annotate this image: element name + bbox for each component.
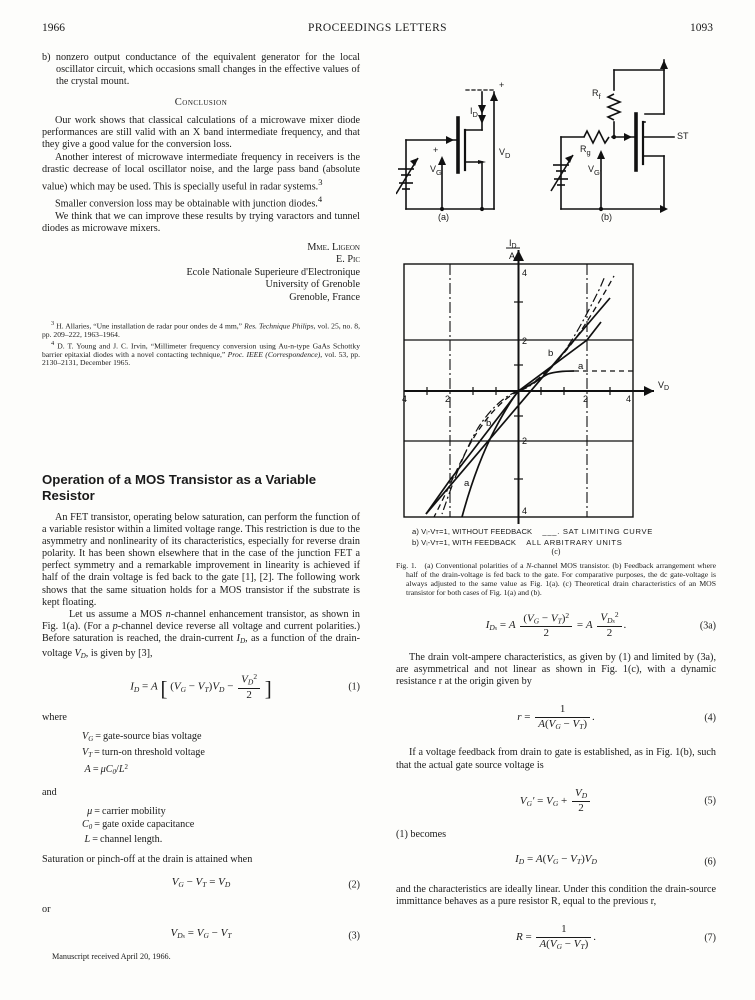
and-label: and [42, 786, 57, 798]
drain-characteristics-chart [396, 236, 716, 526]
ytick--4: 4 [522, 506, 528, 516]
annot-a-upper: a [578, 361, 584, 372]
equation-3a-number: (3a) [699, 620, 716, 632]
footnote-3-text-after: , vol. 25, no. 8, pp. 209–222, 1963–1964. [42, 321, 360, 340]
equation-3-number: (3) [348, 930, 360, 942]
sat-limiting-curve-negative [442, 391, 519, 514]
running-head [0, 22, 755, 38]
def-mu: μ = carrier mobility [87, 806, 166, 818]
conclusion-p2-text: Another interest of microwave intermediate frequency in receivers is the drastic decrease of local oscillator noise, and the large pass band (absolute value) which may be used. This is specially useful in radar systems. [42, 151, 360, 193]
annot-a-lower: a [464, 478, 470, 489]
equation-6-number: (6) [704, 856, 716, 868]
annot-b-upper: b [548, 348, 554, 359]
label-vd-a-sub: D [505, 150, 511, 160]
xtick--2: 2 [445, 394, 451, 404]
footnote-4-marker: 4 [51, 339, 55, 347]
where-label: where [42, 711, 67, 723]
equation-4-number: (4) [704, 712, 716, 724]
conclusion-paragraph-2 [42, 152, 360, 194]
x-axis-label: $V_D$ [658, 380, 670, 392]
subfigure-label-c: (c) [551, 547, 561, 556]
label-id-a: $I_D$ [470, 106, 478, 119]
equation-5: $V_G' = V_G$ + $\frac{V_D}{2}$ (5) [519, 786, 716, 814]
equation-2-number: (2) [348, 879, 360, 891]
equation-3a: $I_{Ds} = A$ $\frac{(V_G - V_T)^2}{2}$ = A $\frac{V_{Ds}^2}{2}$ . (3a) [485, 610, 716, 640]
y-axis-label-denominator: A [509, 251, 516, 261]
article-paragraph-2: Let us assume a MOS n-channel enhancement transistor, as shown in Fig. 1(a). (For a p-channel device reverse all voltage and current polarities.) Before saturation is reached, the drain-current $I_D$, as a function of the drain-voltage $V_D$, is given by [3], [42, 608, 361, 660]
label-st-b: ST [677, 131, 689, 141]
list-item-b: b) nonzero output conductance of the equivalent generator for the local oscillator circuit, which occasions small changes in the effective values of the crystal mount. [42, 52, 360, 88]
equation-7-number: (7) [704, 932, 716, 944]
conclusion-paragraph-3 [42, 193, 360, 210]
label-id-a-sub: D [472, 109, 478, 119]
footnote-ref-4: 4 [317, 194, 323, 205]
footnote-4-italic: Proc. IEEE (Correspondence) [227, 349, 321, 359]
right-paragraph-2: If a voltage feedback from drain to gate is established, as in Fig. 1(b), such that the actual gate source voltage is [396, 747, 716, 771]
manuscript-received-note: Manuscript received April 20, 1966. [52, 952, 171, 961]
equation-7: R = $\frac{1}{A(V_G - V_T)}$ . (7) [515, 923, 716, 952]
or-label: or [42, 904, 51, 916]
label-plus-gate-a: + [433, 145, 439, 155]
footnotes [42, 320, 360, 368]
equation-6: $I_D = A(V_G - V_T)V_D$ (6) [515, 853, 716, 868]
footnote-3-italic: Res. Technique Philips [244, 321, 314, 331]
legend-a-label: a) Vᵢ-Vᴛ=1, WITHOUT FEEDBACK [412, 527, 533, 536]
def-vg: $V_G$ = gate-source bias voltage [82, 731, 202, 743]
label-vd-a: $V_D$ [499, 147, 511, 160]
footnote-3-marker: 3 [51, 319, 55, 327]
caption-part-2: -channel MOS transistor. (b) Feedback arrangement where half of the drain-voltage is fed back to the gate. For comparative purposes, the dc gate-voltage is always adjusted to the same value as Fig. 1(a). (c) Theoretical drain characteristics of an MOS transistor for both cases of Fig. 1(a) and (b). [406, 561, 716, 598]
conclusion-heading: Conclusion [174, 97, 228, 109]
definition-list-1 [42, 731, 360, 780]
signature-line-1: E. Pic [336, 254, 360, 266]
xtick-4: 4 [626, 394, 632, 404]
article-paragraph-1: An FET transistor, operating below saturation, can perform the function of a variable resistor within a limited voltage range. This restriction is due to the asymmetry and nonlinearity of its characteristics, especially for reverse drain polarity. It has been shown elsewhere that in the case of the junction FET a perfect symmetry and a remarkable improvement in linearity is achieved if half of the drain voltage is fed back to the gate [1], [2]. The following work shows that the same situation holds for a MOS transistor if the substrate is kept floating. [42, 511, 360, 608]
signature-line-3: University of Grenoble [265, 279, 360, 291]
ytick--2: 2 [522, 436, 528, 446]
dashed-extension-positive [519, 276, 615, 391]
subfigure-label-a: (a) [438, 212, 449, 222]
ytick-4: 4 [522, 268, 528, 278]
conclusion-paragraph-4: We think that we can improve these results by trying varactors and tunnel diodes as microwave mixers. [42, 210, 360, 234]
equation-1: $I_D = A$ [ $(V_G - V_T)V_D$ − $\frac{V_D^2}{2}$ ] (1) [130, 671, 360, 701]
label-vg-a-sub: G [436, 167, 442, 177]
label-rg-b-sub: g [586, 147, 591, 157]
right-paragraph-1: The drain volt-ampere characteristics, as given by (1) and limited by (3a), are asymmetrical and not linear as shown in Fig. 1(c), with a dynamic resistance r at the origin given by [396, 652, 716, 688]
equation-2: $V_G - V_T = V_D$ (2) [171, 876, 360, 891]
legend-units: ALL ARBITRARY UNITS [526, 538, 623, 547]
def-a: $A = \mu C_0/L^2$ [84, 764, 128, 777]
def-c0: $C_0$ = gate oxide capacitance [82, 818, 195, 831]
article-title: Operation of a MOS Transistor as a Variable Resistor [42, 471, 317, 503]
right-paragraph-3: and the characteristics are ideally linear. Under this condition the drain-source immittance behaves as a pure resistor R, equal to the previous r, [396, 884, 716, 908]
chart-annotations [464, 348, 584, 489]
conclusion-p3-text: Smaller conversion loss may be obtainable with junction diodes. [55, 198, 318, 210]
equation-1-number: (1) [348, 681, 360, 693]
label-plus-drain-a: + [499, 80, 505, 90]
equation-5-number: (5) [704, 795, 716, 807]
figure-legend [412, 526, 716, 548]
signature-line-4: Grenoble, France [289, 291, 360, 303]
right-column [396, 52, 716, 961]
folio-left: 1966 [42, 22, 65, 34]
footnote-3-text-before: H. Allaries, “Une installation de radar pour ondes de 4 mm,” [56, 321, 245, 331]
y-axis-label-numerator: $I_D$ [509, 238, 517, 250]
annot-b-lower: b [486, 418, 492, 429]
subfigure-label-b: (b) [601, 212, 612, 222]
definition-list-2 [42, 806, 360, 847]
label-vgprime-b: $V_{G'}$ [588, 164, 602, 177]
footnote-3 [42, 320, 360, 340]
caption-part-italic: N [526, 561, 532, 570]
author-signature-block [42, 242, 360, 304]
label-vg-a: $V_G$ [430, 164, 442, 177]
figure-1-caption [396, 561, 716, 597]
figure-1ab-circuits [396, 52, 716, 232]
caption-part-0: (a) Conventional polarities of a [424, 561, 527, 570]
def-l: L = channel length. [84, 834, 163, 846]
ytick-2: 2 [522, 336, 528, 346]
column-spacer [42, 368, 360, 472]
footnote-4-text-after: , vol. 53, pp. 2130–2131, December 1965. [42, 349, 360, 368]
running-head-title: PROCEEDINGS LETTERS [308, 22, 447, 34]
xtick--4: 4 [402, 394, 408, 404]
caption-label: Fig. 1. [396, 561, 417, 570]
signature-line-0: Mme. Ligeon [307, 241, 360, 253]
footnote-4-text-before: D. T. Young and J. C. Irvin, “Millimeter frequency conversion using Au-n-type GaAs Schottky barrier epitaxial diodes with a novel contacting technique,” [42, 341, 361, 359]
label-rg-b: $R_g$ [580, 144, 591, 157]
label-rf-b-sub: f [598, 91, 601, 101]
legend-sat-curve: ___. SAT LIMITING CURVE [542, 527, 654, 536]
figure-1c-graph [396, 236, 716, 526]
legend-row-1 [412, 526, 716, 537]
legend-b-label: b) Vᵢ-Vᴛ=1, WITH FEEDBACK [412, 538, 517, 547]
label-rf-b: $R_f$ [592, 88, 601, 101]
conclusion-paragraph-1: Our work shows that classical calculations of a microwave mixer diode performances are still valid with an X band intermediate frequency, and that they give a good value for the conversion loss. [42, 115, 360, 151]
becomes-line: (1) becomes [396, 828, 447, 840]
equation-3: $V_{Ds} = V_G - V_T$ (3) [170, 926, 360, 942]
equation-4: r = $\frac{1}{A(V_G - V_T)}$ . (4) [517, 703, 716, 732]
def-vt: $V_T$ = turn-on threshold voltage [82, 746, 205, 759]
label-vgprime-b-sub: G' [594, 167, 602, 177]
left-column [42, 52, 360, 955]
footnote-4 [42, 340, 360, 368]
xtick-2: 2 [583, 394, 589, 404]
signature-line-2: Ecole Nationale Superieure d'Electronique [186, 266, 360, 278]
saturation-line: Saturation or pinch-off at the drain is attained when [42, 853, 253, 865]
footnote-ref-3: 3 [318, 176, 323, 187]
circuit-schematics-svg [396, 52, 716, 232]
folio-right: 1093 [690, 22, 713, 34]
legend-sat-curve-text: SAT LIMITING CURVE [562, 527, 654, 536]
